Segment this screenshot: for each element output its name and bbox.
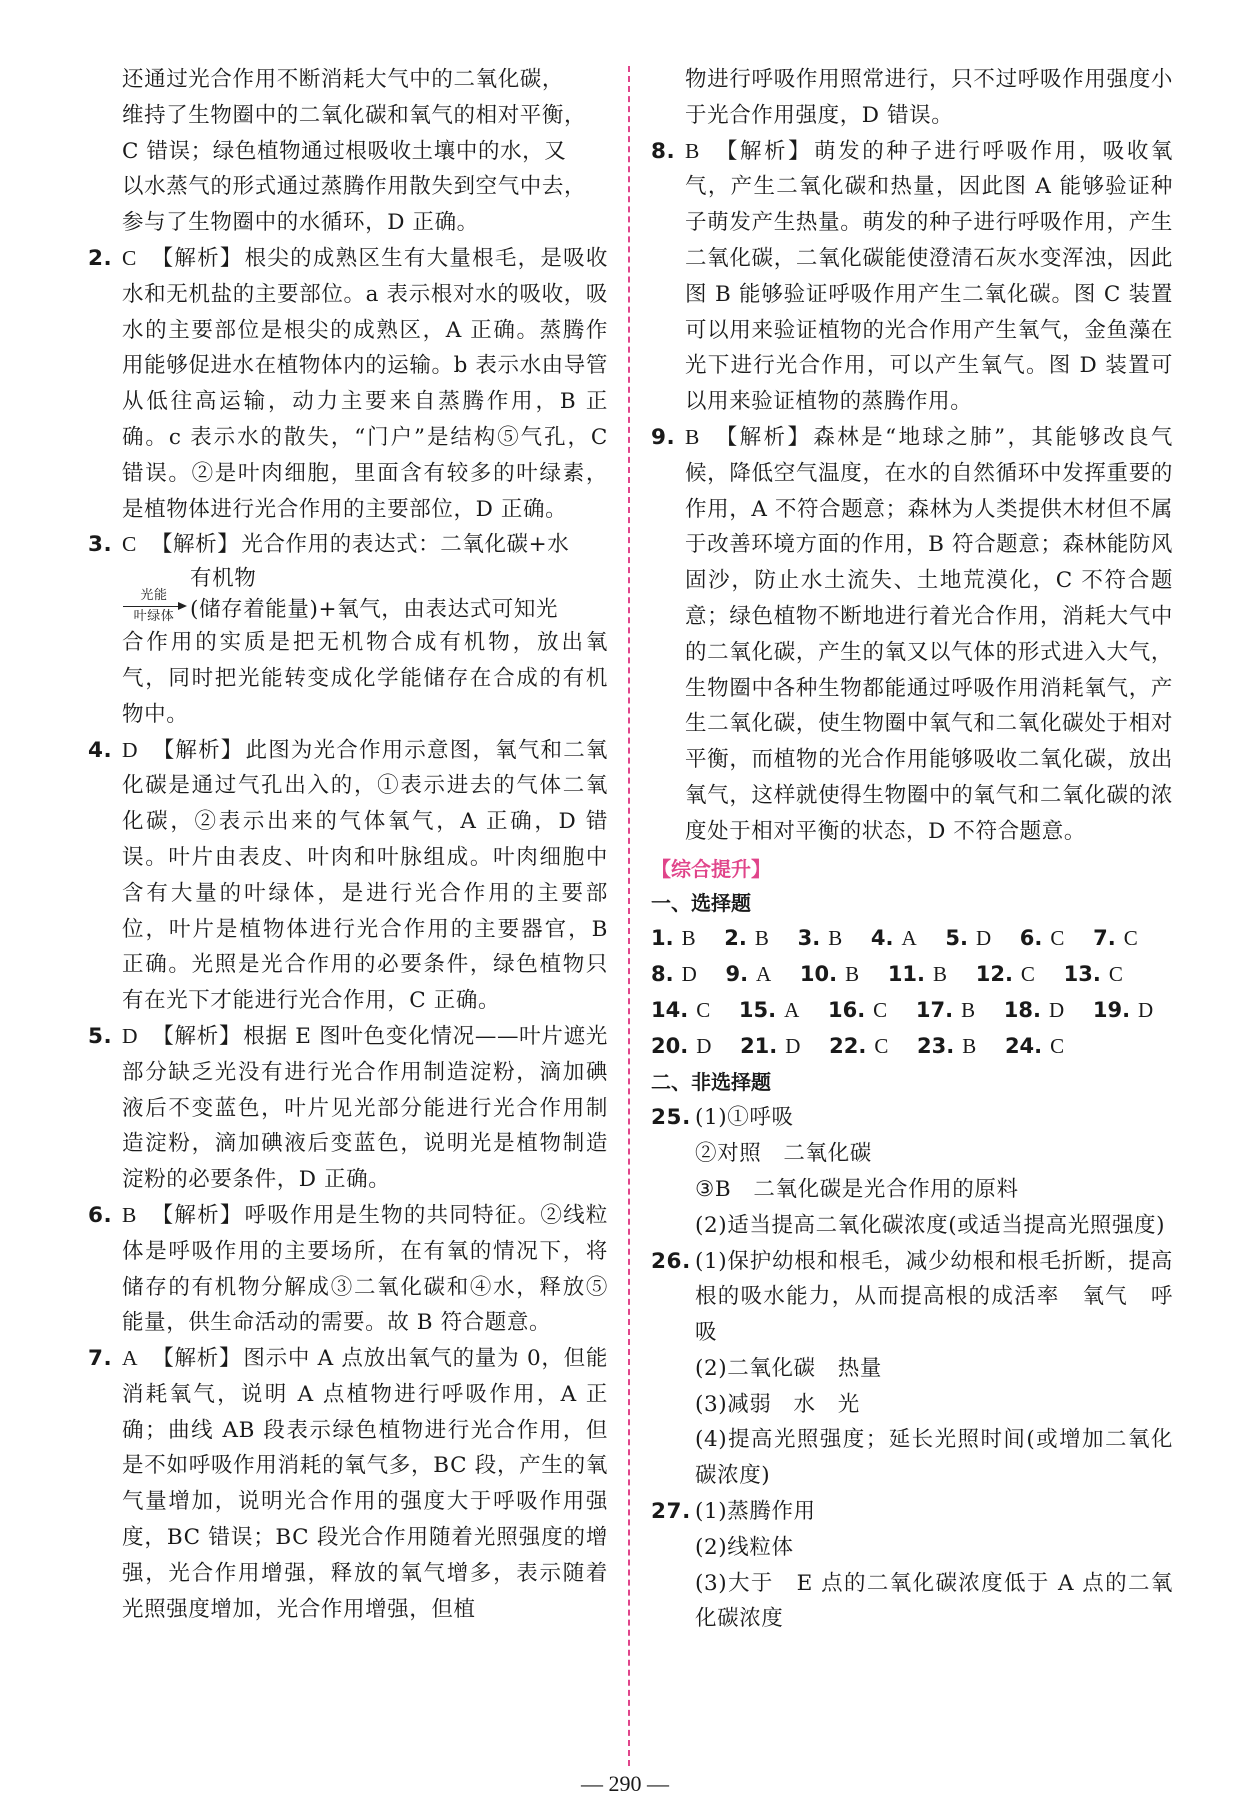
- question-4: [88, 733, 608, 1019]
- answer-row: [651, 921, 1173, 957]
- mc-number: 8.: [651, 962, 674, 987]
- mc-answer: D: [785, 1033, 801, 1058]
- mc-answer: A: [901, 926, 917, 951]
- intro-line: 参与了生物圈中的水循环，D 正确。: [122, 210, 479, 236]
- analysis-text: 呼吸作用是生物的共同特征。②线粒体是呼吸作用的主要场所，在有氧的情况下，将储存的有机物分解成③二氧化碳和④水，释放⑤能量，供生命活动的需要。故 B 符合题意。: [122, 1202, 609, 1336]
- mc-number: 14.: [651, 997, 689, 1022]
- mc-number: 2.: [724, 926, 747, 951]
- mc-number: 3.: [797, 926, 821, 951]
- mc-number: 1.: [651, 926, 674, 951]
- mc-answer: D: [696, 1033, 712, 1058]
- question-3: [88, 527, 608, 732]
- arrow-condition-bottom: 叶绿体: [133, 609, 175, 625]
- analysis-text: 图示中 A 点放出氧气的量为 0，但能消耗氧气，说明 A 点植物进行呼吸作用，A 正确；曲线 AB 段表示绿色植物进行光合作用，但是不如呼吸作用消耗的氧气多，BC 段，产生的氧气量增加，说明光合作用的强度大于呼吸作用强度，BC 错误；BC 段光合作用随着光照强度的增强，光合作用增强，释放的氧气增多，表示随着光照强度增加，光合作用增强，但植: [122, 1346, 608, 1622]
- mc-answer: B: [933, 962, 948, 987]
- section-heading: 【综合提升】: [651, 856, 771, 881]
- analysis-text: 光合作用的表达式：二氧化碳+水: [241, 532, 570, 558]
- answer-line: (1)保护幼根和根毛，减少幼根和根毛折断，提高根的吸水能力，从而提高根的成活率 氧气 呼吸: [695, 1248, 1173, 1346]
- multiple-choice-heading: 一、选择题: [651, 890, 751, 915]
- mc-number: 17.: [915, 997, 954, 1022]
- analysis-tag: 【解析】: [150, 532, 240, 558]
- answer-line: (3)减弱 水 光: [695, 1391, 860, 1417]
- reaction-arrow: [122, 588, 186, 625]
- intro-line: C 错误；绿色植物通过根吸收土壤中的水，又: [122, 138, 567, 164]
- analysis-text: 萌发的种子进行呼吸作用，吸收氧气，产生二氧化碳和热量，因此图 A 能够验证种子萌发产生热量。萌发的种子进行呼吸作用，产生二氧化碳，二氧化碳能使澄清石灰水变浑浊，因此图 B 能够验证呼吸作用产生二氧化碳。图 C 装置可以用来验证植物的光合作用产生氧气，金鱼藻在光下进行光合作用，可以产生氧气。图 D 装置可以用来验证植物的蒸腾作用。: [685, 138, 1173, 415]
- mc-answer: C: [1050, 926, 1065, 951]
- question-6: [88, 1198, 608, 1341]
- mc-number: 4.: [870, 926, 894, 951]
- mc-number: 11.: [887, 962, 926, 987]
- arrow-condition-top: 光能: [140, 588, 168, 604]
- question-9: [651, 420, 1173, 850]
- mc-number: 18.: [1003, 997, 1041, 1022]
- mc-number: 21.: [740, 1033, 778, 1058]
- question-number: 3.: [88, 532, 113, 558]
- intro-line: 还通过光合作用不断消耗大气中的二氧化碳，: [122, 67, 565, 92]
- question-number: 2.: [88, 245, 113, 271]
- question-number: 25.: [651, 1105, 691, 1131]
- answer-line: ②对照 二氧化碳: [695, 1141, 872, 1167]
- answer-letter: B: [685, 424, 700, 449]
- question-8: [651, 134, 1173, 420]
- answer-line: ③B 二氧化碳是光合作用的原料: [695, 1176, 1019, 1202]
- mc-answer: B: [845, 962, 860, 987]
- mc-answer: D: [681, 962, 697, 987]
- mc-answer: A: [756, 962, 772, 987]
- mc-answer: C: [1123, 926, 1138, 951]
- question-27: [651, 1494, 1173, 1637]
- answer-letter: D: [122, 1023, 139, 1048]
- answer-letter: C: [122, 532, 137, 557]
- mc-answer: D: [975, 926, 992, 951]
- mc-answer: B: [754, 926, 769, 951]
- mc-number: 23.: [917, 1033, 955, 1058]
- mc-number: 10.: [799, 962, 838, 987]
- analysis-tag: 【解析】: [713, 424, 812, 450]
- analysis-tag: 【解析】: [152, 1023, 242, 1049]
- analysis-text: 此图为光合作用示意图，氧气和二氧化碳是通过气孔出入的，①表示进去的气体二氧化碳，②表示出来的气体氧气，A 正确，D 错误。叶片由表皮、叶肉和叶脉组成。叶肉细胞中含有大量的叶绿体，是进行光合作用的主要部位，叶片是植物体进行光合作用的主要器官，B 正确。光照是光合作用的必要条件，绿色植物只有在光下才能进行光合作用，C 正确。: [122, 737, 609, 1014]
- mc-number: 15.: [738, 997, 777, 1022]
- mc-answer: D: [1048, 997, 1065, 1022]
- answer-row: [651, 1029, 1173, 1065]
- answer-letter: D: [122, 737, 139, 762]
- intro-line: 以水蒸气的形式通过蒸腾作用散失到空气中去，: [122, 174, 587, 200]
- analysis-text: 森林是“地球之肺”，其能够改良气候，降低空气温度，在水的自然循环中发挥重要的作用，A 不符合题意；森林为人类提供木材但不属于改善环境方面的作用，B 符合题意；森林能防风固沙，防止水土流失、土地荒漠化，C 不符合题意；绿色植物不断地进行着光合作用，消耗大气中的二氧化碳，产生的氧又以气体的形式进入大气，生物圈中各种生物都能通过呼吸作用消耗氧气，产生二氧化碳，使生物圈中氧气和二氧化碳处于相对平衡，而植物的光合作用能够吸收二氧化碳，放出氧气，这样就使得生物圈中的氧气和二氧化碳的浓度处于相对平衡的状态，D 不符合题意。: [685, 424, 1173, 844]
- question-number: 9.: [651, 424, 676, 450]
- answer-line: (1)①呼吸: [695, 1105, 794, 1131]
- mc-answer: C: [873, 997, 888, 1022]
- left-column: [88, 62, 608, 1627]
- mc-number: 24.: [1004, 1033, 1043, 1058]
- mc-answer: A: [784, 997, 800, 1022]
- mc-number: 9.: [725, 962, 749, 987]
- question-number: 26.: [651, 1248, 691, 1274]
- mc-number: 5.: [945, 926, 968, 951]
- analysis-tag: 【解析】: [150, 1202, 243, 1228]
- mc-answer: C: [1108, 962, 1123, 987]
- page-number: — 290 —: [581, 1771, 669, 1796]
- answer-line: (1)蒸腾作用: [695, 1499, 816, 1525]
- analysis-tag: 【解析】: [150, 245, 243, 271]
- mc-answer: B: [828, 926, 843, 951]
- formula-product-note: (储存着能量): [190, 597, 319, 623]
- mc-number: 7.: [1093, 926, 1116, 951]
- photosynthesis-formula: [122, 563, 608, 625]
- answer-letter: C: [122, 245, 137, 270]
- continuation: [651, 62, 1173, 134]
- mc-answer: C: [1020, 962, 1035, 987]
- mc-answer: B: [681, 926, 696, 951]
- mc-number: 16.: [827, 997, 866, 1022]
- analysis-text: 合作用的实质是把无机物合成有机物，放出氧气，同时把光能转变成化学能储存在合成的有机物中。: [122, 630, 608, 727]
- mc-answer: C: [1050, 1033, 1065, 1058]
- mc-answer: B: [962, 1033, 977, 1058]
- answer-letter: B: [122, 1202, 137, 1227]
- intro-line: 维持了生物圈中的二氧化碳和氧气的相对平衡，: [122, 102, 587, 128]
- mc-number: 22.: [829, 1033, 867, 1058]
- analysis-text: 根据 E 图叶色变化情况——叶片遮光部分缺乏光没有进行光合作用制造淀粉，滴加碘液后不变蓝色，叶片见光部分能进行光合作用制造淀粉，滴加碘液后变蓝色，说明光是植物制造淀粉的必要条件，D 正确。: [122, 1023, 609, 1193]
- mc-answer: C: [874, 1033, 889, 1058]
- answer-letter: A: [122, 1346, 139, 1371]
- mc-number: 20.: [651, 1033, 689, 1058]
- question-number: 8.: [651, 138, 676, 164]
- mc-number: 13.: [1063, 962, 1101, 987]
- question-number: 5.: [88, 1023, 113, 1049]
- question-number: 6.: [88, 1202, 113, 1228]
- analysis-text: +氧气，由表达式可知光: [318, 597, 559, 623]
- column-divider: [628, 66, 630, 1766]
- question-2: [88, 241, 608, 527]
- mc-number: 19.: [1092, 997, 1131, 1022]
- question-number: 7.: [88, 1346, 113, 1372]
- intro-continuation: [88, 62, 608, 241]
- analysis-tag: 【解析】: [152, 1346, 242, 1372]
- mc-number: 12.: [975, 962, 1013, 987]
- answer-row: [651, 957, 1173, 993]
- question-25: [651, 1100, 1173, 1243]
- question-number: 4.: [88, 737, 113, 763]
- question-number: 27.: [651, 1499, 691, 1525]
- multiple-choice-answers: [651, 921, 1173, 1064]
- formula-product: 有机物: [190, 566, 257, 592]
- answer-line: (2)二氧化碳 热量: [695, 1355, 882, 1381]
- mc-answer: B: [961, 997, 976, 1022]
- mc-answer: D: [1138, 997, 1154, 1022]
- right-column: [651, 62, 1173, 1637]
- answer-row: [651, 993, 1173, 1029]
- question-7: [88, 1341, 608, 1627]
- analysis-tag: 【解析】: [152, 737, 244, 763]
- continuation-text: 物进行呼吸作用照常进行，只不过呼吸作用强度小于光合作用强度，D 错误。: [685, 67, 1173, 128]
- arrow-line: [123, 606, 185, 607]
- answer-line: (2)适当提高二氧化碳浓度(或适当提高光照强度): [695, 1212, 1166, 1238]
- question-5: [88, 1019, 608, 1198]
- answer-line: (4)提高光照强度；延长光照时间(或增加二氧化碳浓度): [695, 1427, 1173, 1489]
- analysis-tag: 【解析】: [713, 138, 813, 164]
- mc-answer: C: [696, 997, 711, 1022]
- non-choice-heading: 二、非选择题: [651, 1069, 771, 1094]
- answer-line: (3)大于 E 点的二氧化碳浓度低于 A 点的二氧化碳浓度: [695, 1570, 1173, 1632]
- answer-letter: B: [685, 138, 700, 163]
- answer-line: (2)线粒体: [695, 1534, 794, 1560]
- mc-number: 6.: [1019, 926, 1043, 951]
- analysis-text: 根尖的成熟区生有大量根毛，是吸收水和无机盐的主要部位。a 表示根对水的吸收，吸水的主要部位是根尖的成熟区，A 正确。蒸腾作用能够促进水在植物体内的运输。b 表示水由导管从低往高运输，动力主要来自蒸腾作用，B 正确。c 表示水的散失，“门户”是结构⑤气孔，C 错误。②是叶肉细胞，里面含有较多的叶绿素，是植物体进行光合作用的主要部位，D 正确。: [122, 245, 609, 522]
- question-26: [651, 1244, 1173, 1495]
